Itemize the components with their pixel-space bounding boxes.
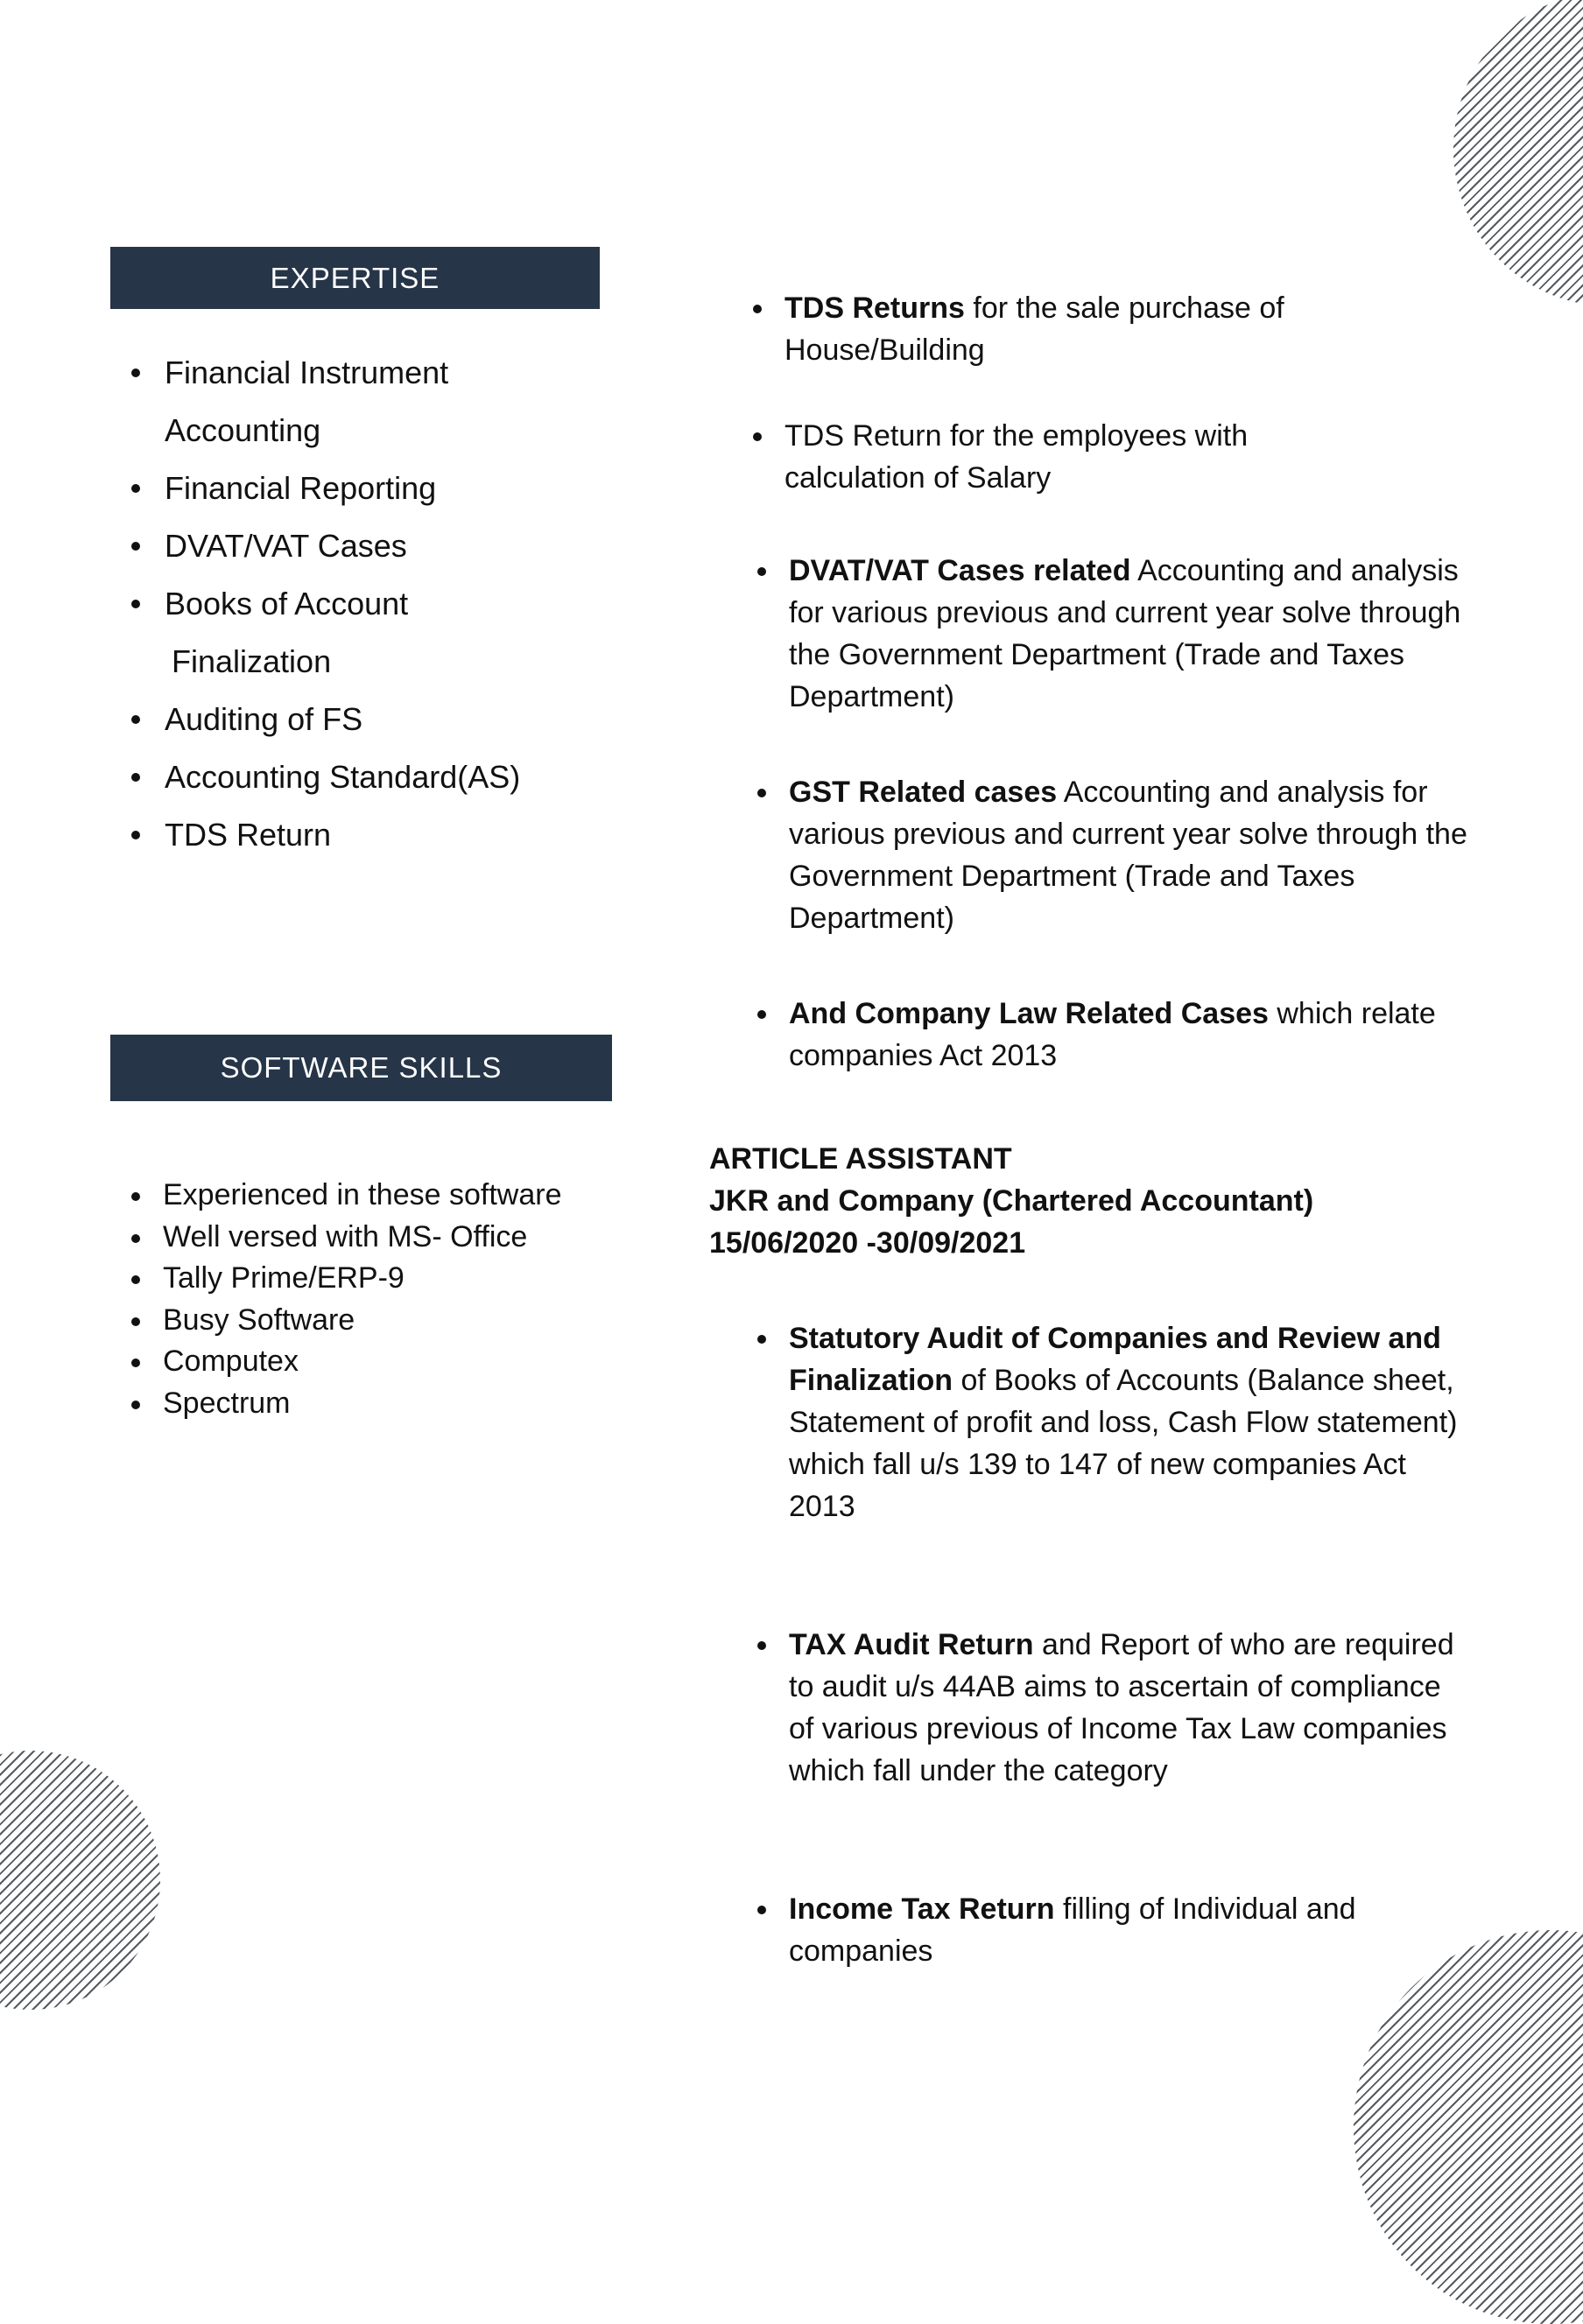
duty-bold: Statutory Audit of Companies and Review and Finalization bbox=[789, 1322, 1441, 1397]
software-skill-item: Experienced in these software bbox=[163, 1175, 653, 1217]
job-company-dates: JKR and Company (Chartered Accountant) 15/06/2020 -30/09/2021 bbox=[709, 1184, 1314, 1260]
expertise-item bbox=[165, 460, 620, 517]
decorative-hatched-circle-bottom-right bbox=[1354, 1930, 1583, 2324]
software-skill-item: Spectrum bbox=[163, 1383, 653, 1425]
duty-entry bbox=[789, 1888, 1481, 1972]
software-skill-item: Busy Software bbox=[163, 1300, 653, 1342]
expertise-item bbox=[165, 748, 620, 806]
job-heading bbox=[709, 1138, 1340, 1264]
job-title: ARTICLE ASSISTANT bbox=[709, 1142, 1012, 1176]
expertise-item-text: Accounting Standard(AS) bbox=[165, 759, 521, 795]
entry-bold: And Company Law Related Cases bbox=[789, 997, 1269, 1030]
entry-text: which relate companies Act 2013 bbox=[789, 997, 1436, 1072]
experience-entry bbox=[789, 550, 1481, 718]
experience-entry bbox=[789, 993, 1472, 1077]
entry-text: for the sale purchase of House/Building bbox=[784, 291, 1284, 367]
duty-entry bbox=[789, 1317, 1463, 1527]
expertise-item bbox=[165, 344, 620, 460]
software-skill-item: Tally Prime/ERP-9 bbox=[163, 1258, 653, 1300]
expertise-item-text: DVAT/VAT Cases bbox=[165, 528, 407, 564]
duty-text: of Books of Accounts (Balance sheet, Statement of profit and loss, Cash Flow statement) which fall u/s 139 to 147 of new companies Act 2013 bbox=[789, 1364, 1458, 1523]
expertise-list bbox=[165, 344, 620, 864]
entry-text: Accounting and analysis for various previous and current year solve through the Government Department (Trade and Taxes Department) bbox=[789, 776, 1467, 935]
expertise-item bbox=[165, 806, 620, 864]
expertise-item bbox=[165, 691, 620, 748]
experience-entry bbox=[784, 415, 1380, 499]
experience-entry bbox=[789, 771, 1472, 939]
expertise-item bbox=[165, 517, 620, 575]
entry-bold: GST Related cases bbox=[789, 776, 1058, 809]
software-skills-title: SOFTWARE SKILLS bbox=[220, 1051, 503, 1084]
expertise-item bbox=[165, 575, 620, 691]
expertise-item-text: TDS Return bbox=[165, 817, 332, 853]
expertise-item-text: Financial Reporting bbox=[165, 470, 437, 506]
entry-text: Accounting and analysis for various previous and current year solve through the Government Department (Trade and Taxes Department) bbox=[789, 554, 1461, 713]
expertise-section-header bbox=[110, 247, 600, 309]
duty-bold: Income Tax Return bbox=[789, 1892, 1055, 1926]
expertise-item-text: Auditing of FS bbox=[165, 701, 363, 737]
expertise-item-text: Books of Account bbox=[165, 586, 409, 621]
expertise-title: EXPERTISE bbox=[270, 261, 440, 294]
duty-entry bbox=[789, 1624, 1463, 1792]
software-skill-item: Well versed with MS- Office bbox=[163, 1217, 653, 1259]
entry-bold: TDS Returns bbox=[784, 291, 965, 325]
duty-text: filling of Individual and companies bbox=[789, 1892, 1356, 1968]
software-skills-section-header bbox=[110, 1035, 612, 1101]
duty-bold: TAX Audit Return bbox=[789, 1628, 1034, 1661]
software-skill-item: Computex bbox=[163, 1341, 653, 1383]
entry-bold: DVAT/VAT Cases related bbox=[789, 554, 1131, 587]
decorative-hatched-circle-bottom-left bbox=[0, 1751, 160, 2010]
entry-text: TDS Return for the employees with calculation of Salary bbox=[784, 419, 1249, 495]
experience-entry bbox=[784, 287, 1380, 371]
software-skills-list bbox=[163, 1175, 653, 1425]
expertise-item-text-cont: Accounting bbox=[165, 412, 321, 448]
decorative-hatched-circle-top-right bbox=[1453, 0, 1583, 306]
expertise-item-text: Financial Instrument bbox=[165, 355, 449, 390]
duty-text: and Report of who are required to audit u/s 44AB aims to ascertain of compliance of various previous of Income Tax Law companies which fall under the category bbox=[789, 1628, 1454, 1787]
expertise-item-text-cont: Finalization bbox=[172, 643, 332, 679]
